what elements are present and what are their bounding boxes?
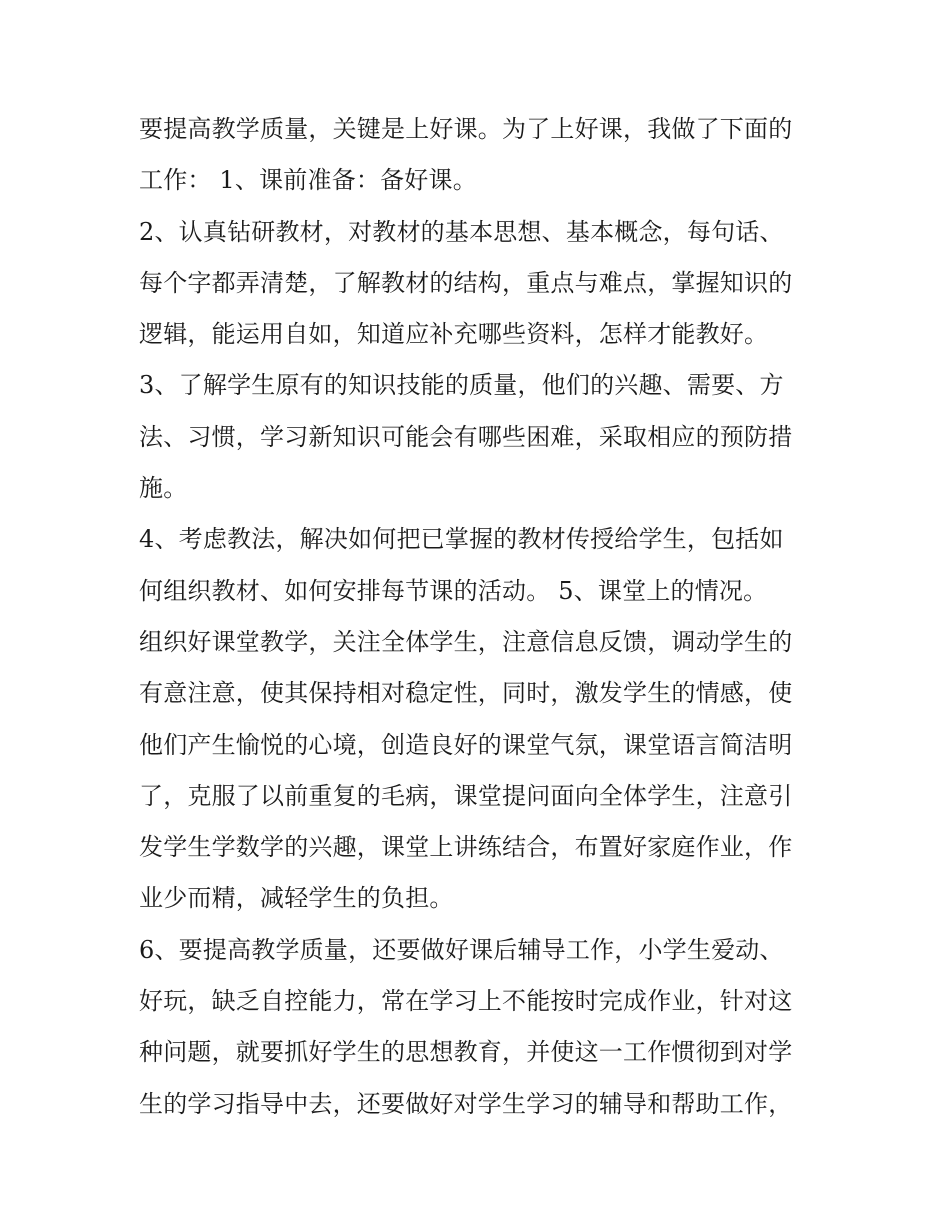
text-line-12: 有意注意，使其保持相对稳定性，同时，激发学生的情感，使 [139, 679, 793, 708]
text-line-1: 要提高教学质量，关键是上好课。为了上好课，我做了下面的 [139, 115, 793, 143]
text-line-3: 2、认真钻研教材，对教材的基本思想、基本概念，每句话、 [139, 217, 784, 246]
text-line-11: 组织好课堂教学，关注全体学生，注意信息反馈，调动学生的 [139, 627, 793, 656]
text-line-16: 业少而精，减轻学生的负担。 [139, 884, 454, 913]
text-line-10: 何组织教材、如何安排每节课的活动。 5、课堂上的情况。 [139, 576, 768, 605]
text-line-4: 每个字都弄清楚，了解教材的结构，重点与难点，掌握知识的 [139, 268, 793, 297]
text-line-18: 好玩，缺乏自控能力，常在学习上不能按时完成作业，针对这 [139, 987, 793, 1016]
text-line-17: 6、要提高教学质量，还要做好课后辅导工作，小学生爱动、 [139, 935, 784, 964]
body-text [139, 104, 815, 1130]
text-line-9: 4、考虑教法，解决如何把已掌握的教材传授给学生，包括如 [139, 525, 784, 554]
text-line-14: 了，克服了以前重复的毛病，课堂提问面向全体学生，注意引 [139, 781, 793, 810]
text-line-13: 他们产生愉悦的心境，创造良好的课堂气氛，课堂语言简洁明 [139, 730, 793, 759]
text-line-7: 法、习惯，学习新知识可能会有哪些困难，采取相应的预防措 [139, 422, 793, 451]
text-line-19: 种问题，就要抓好学生的思想教育，并使这一工作惯彻到对学 [139, 1038, 793, 1067]
text-line-5: 逻辑，能运用自如，知道应补充哪些资料，怎样才能教好。 [139, 320, 769, 349]
text-line-6: 3、了解学生原有的知识技能的质量，他们的兴趣、需要、方 [139, 371, 784, 400]
text-line-20: 生的学习指导中去，还要做好对学生学习的辅导和帮助工作， [139, 1089, 793, 1118]
text-line-2: 工作： 1、课前准备：备好课。 [139, 166, 477, 195]
text-line-15: 发学生学数学的兴趣，课堂上讲练结合，布置好家庭作业，作 [139, 833, 793, 862]
text-line-8: 施。 [139, 474, 188, 503]
